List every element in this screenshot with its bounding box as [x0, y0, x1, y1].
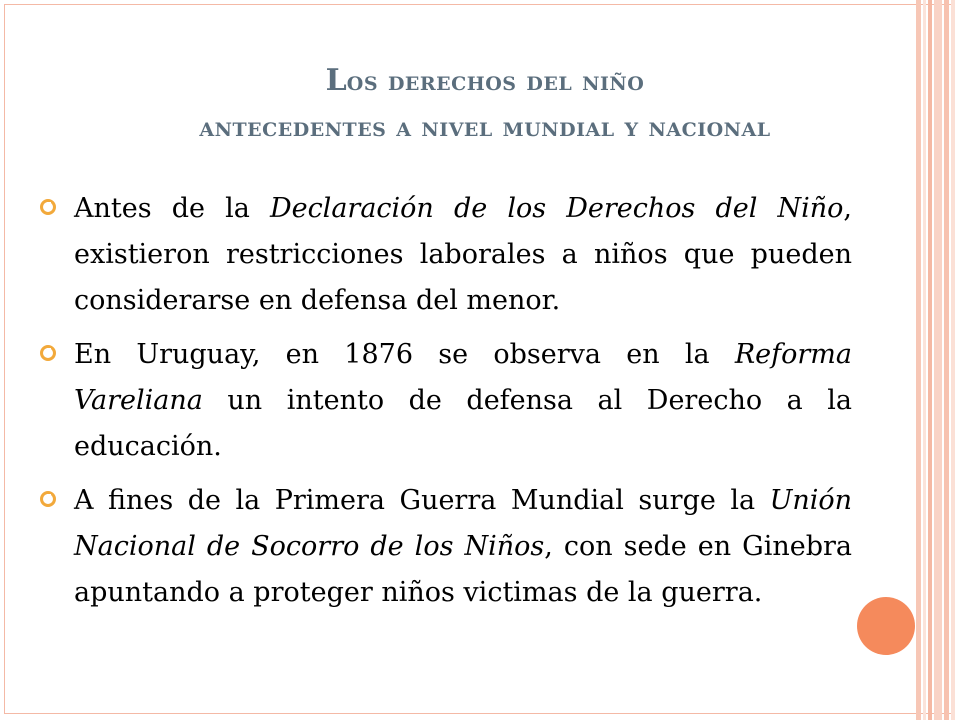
bullet-text-before: Antes de la: [74, 193, 270, 224]
bullet-text-before: A fines de la Primera Guerra Mundial surge la: [74, 485, 770, 516]
title-rest: os derechos del niño: [346, 66, 645, 97]
decorative-stripe: [928, 0, 932, 720]
bullet-text-italic: Unión Nacional de Socorro de los Niños: [74, 485, 852, 562]
title-initial: L: [325, 63, 347, 98]
bullet-item: [40, 332, 852, 470]
bullet-text-after: , con sede en Ginebra apuntando a proteger niños victimas de la guerra.: [74, 531, 852, 608]
decorative-stripe: [916, 0, 921, 720]
bullet-item: [40, 186, 852, 324]
slide-title: [60, 58, 910, 151]
decorative-stripe: [923, 0, 926, 720]
decorative-stripe: [951, 0, 955, 720]
decorative-stripe: [944, 0, 949, 720]
bullet-ring-icon: [40, 345, 56, 361]
bullet-text-italic: Declaración de los Derechos del Niño: [269, 193, 844, 224]
bullet-text-after: un intento de defensa al Derecho a la educación.: [74, 385, 852, 462]
bullet-ring-icon: [40, 199, 56, 215]
decorative-circle: [857, 597, 915, 655]
decorative-stripe: [934, 0, 942, 720]
title-line-2: antecedentes a nivel mundial y nacional: [199, 112, 771, 143]
bullet-list: [40, 186, 852, 624]
bullet-ring-icon: [40, 491, 56, 507]
bullet-item: [40, 478, 852, 616]
bullet-text-after: , existieron restricciones laborales a niños que pueden considerarse en defensa del menor.: [74, 193, 852, 316]
bullet-text-before: En Uruguay, en 1876 se observa en la: [74, 339, 735, 370]
bullet-text-italic: Reforma Vareliana: [74, 339, 852, 416]
title-line-1: [60, 58, 910, 105]
